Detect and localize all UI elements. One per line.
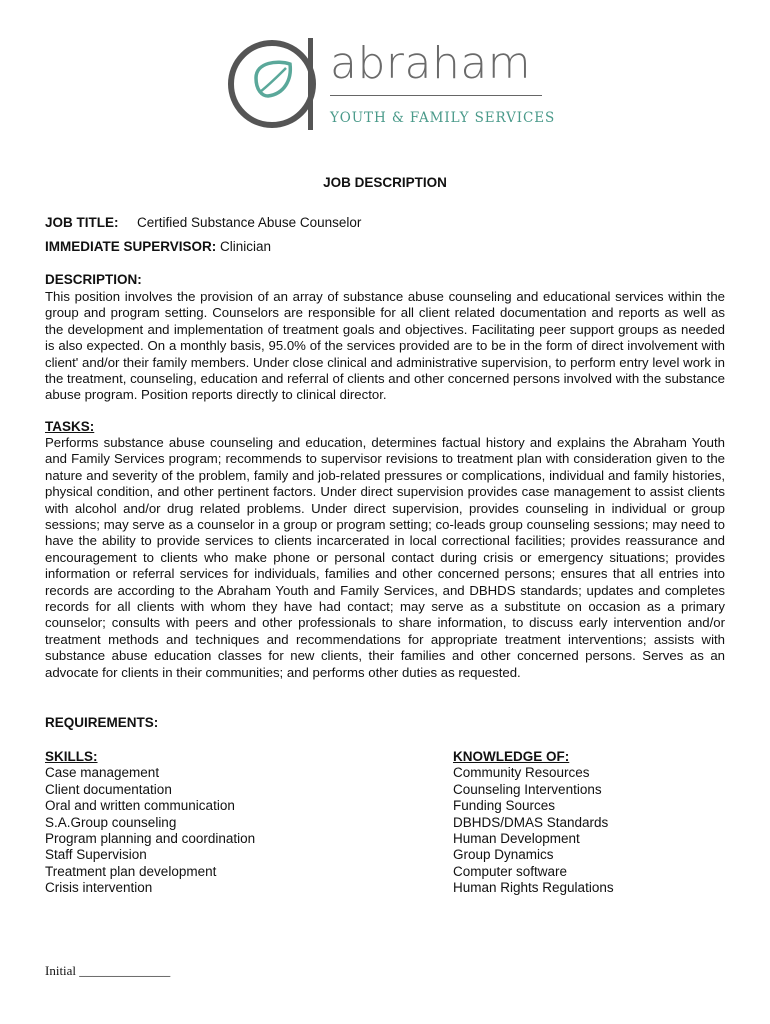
tasks-heading: TASKS: [45, 419, 95, 434]
skills-list [45, 765, 255, 896]
description-text: This position involves the provision of an array of substance abuse counseling and educational services within the group and program setting. Counselors are responsible for all client related documentation and reports as well as the development and implementation of treatment goals and objectives. Facilitating peer support groups as needed is also expected. On a monthly basis, 95.0% of the services provided are to be in the form of direct involvement with client' and/or their family members. Under close clinical and administrative supervision, to perform entry level work in the treatment, counseling, education and referral of clients and other concerned persons involved with the substance abuse program. Position reports directly to clinical director. [45, 289, 725, 403]
skill-item: Oral and written communication [45, 798, 235, 814]
knowledge-item: Group Dynamics [453, 847, 554, 863]
document-title: JOB DESCRIPTION [323, 175, 447, 190]
skill-item: Program planning and coordination [45, 831, 256, 847]
knowledge-item: Counseling Interventions [453, 781, 602, 797]
skill-item: Staff Supervision [45, 847, 147, 863]
supervisor-value: Clinician [220, 239, 272, 254]
skill-item: S.A.Group counseling [45, 814, 177, 830]
requirements-heading: REQUIREMENTS: [45, 715, 159, 730]
job-title-value: Certified Substance Abuse Counselor [137, 215, 362, 230]
initial-line: Initial ______________ [45, 963, 171, 978]
knowledge-item: Community Resources [453, 765, 590, 781]
logo-name: abraham [330, 38, 532, 89]
knowledge-item: Human Rights Regulations [453, 880, 614, 896]
knowledge-list [453, 765, 614, 896]
skills-column [45, 749, 255, 897]
description-heading: DESCRIPTION: [45, 272, 142, 287]
knowledge-item: Computer software [453, 863, 568, 879]
skill-item: Crisis intervention [45, 880, 153, 896]
skill-item: Client documentation [45, 781, 172, 797]
skills-heading: SKILLS: [45, 749, 98, 764]
supervisor-label: IMMEDIATE SUPERVISOR: [45, 239, 217, 254]
knowledge-item: Funding Sources [453, 798, 556, 814]
job-title-label: JOB TITLE: [45, 215, 119, 230]
logo-subtitle: YOUTH & FAMILY SERVICES [330, 110, 556, 126]
supervisor-line [45, 239, 271, 254]
leaf-ring-icon [226, 38, 318, 130]
logo-divider [330, 95, 542, 96]
job-title-line [45, 215, 361, 230]
organization-logo [222, 30, 556, 135]
skill-item: Treatment plan development [45, 863, 217, 879]
knowledge-item: Human Development [453, 831, 580, 847]
knowledge-heading: KNOWLEDGE OF: [453, 749, 570, 764]
tasks-text: Performs substance abuse counseling and education, determines factual history and explains the Abraham Youth and Family Services program; recommends to supervisor revisions to treatment plan with consideration given to the nature and severity of the problem, family and job-related pressures or complications, individual and family histories, physical condition, and other pertinent factors. Under direct supervision provides case management to assist clients with alcohol and/or drug related problems. Under direct supervision, provides counseling in individual or group sessions; may serve as a counselor in a group or program setting; co-leads group counseling sessions; may need to have the ability to provide services to clients incarcerated in local correctional facilities; provides reassurance and encouragement to clients who make phone or personal contact during crisis or emergency situations; provides information or referral services for individuals, families and other concerned persons; ensures that all entries into records are according to the Abraham Youth and Family Services, and DBHDS standards; updates and completes records for all clients with whom they have had contact; may serve as a substitute on occasion as a primary counselor; consults with peers and other professionals to share information, to discuss early intervention and/or treatment methods and techniques and recommendations for appropriate treatment interventions; assists with substance abuse education classes for new clients, their families and other concerned persons. Serves as an advocate for clients in their communities; and performs other duties as requested. [45, 435, 725, 680]
knowledge-item: DBHDS/DMAS Standards [453, 814, 609, 830]
skill-item: Case management [45, 765, 160, 781]
knowledge-column [453, 749, 614, 897]
